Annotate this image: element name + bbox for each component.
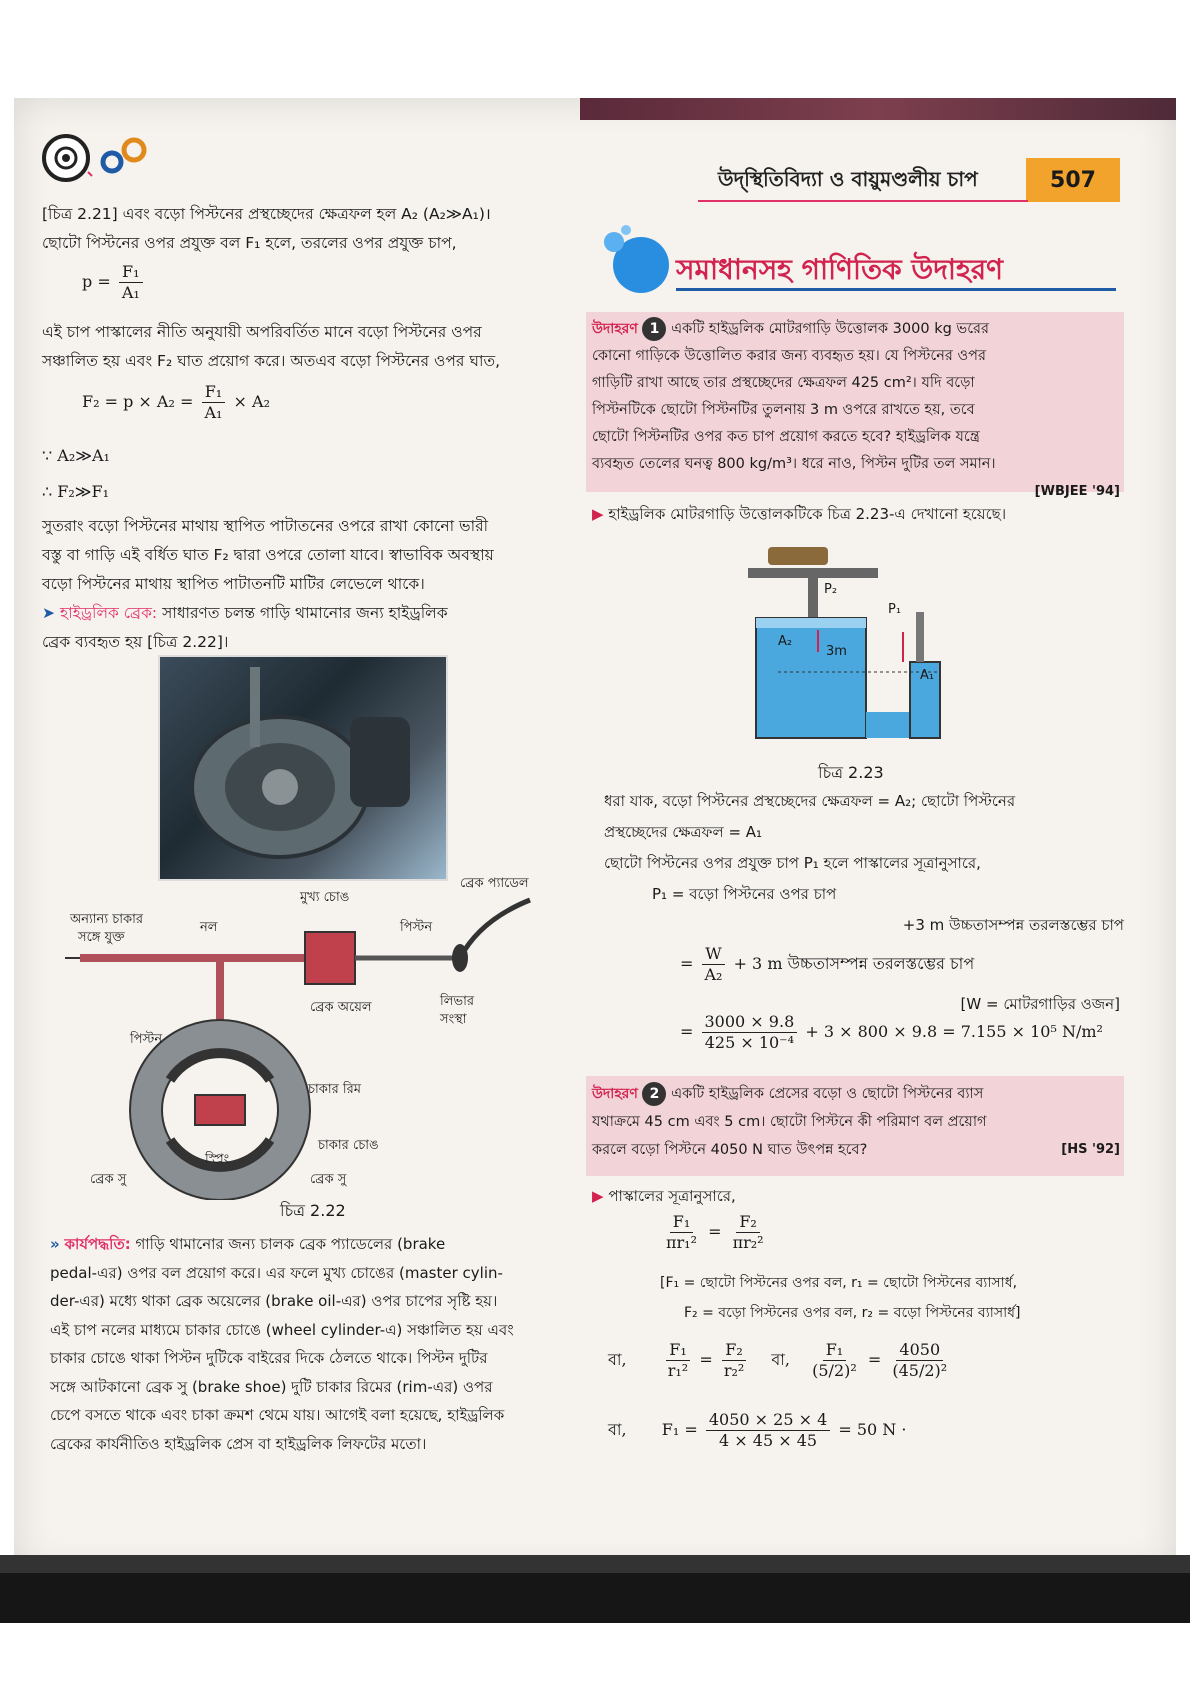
fraction: [702, 944, 726, 985]
fraction: [663, 1212, 700, 1253]
f1-symbol: F₁: [661, 1420, 680, 1439]
equals: =: [867, 1350, 882, 1369]
equation-pressure: [82, 262, 146, 303]
text-line: সঙ্গে আটকানো ব্রেক সু (brake shoe) দুটি চাকার রিমের (rim-এর) ওপর: [50, 1377, 493, 1396]
label-master-cylinder: মুখ্য চোঙ: [300, 890, 350, 905]
label-brake-shoe-left: ব্রেক সু: [90, 1172, 127, 1187]
label-p2: P₂: [824, 582, 838, 597]
label-height: 3m: [826, 644, 847, 659]
text-line: ব্রেকের কার্যনীতিও হাইড্রলিক প্রেস বা হাইড্রলিক লিফটের মতো।: [50, 1434, 427, 1453]
section-underline: [676, 288, 1116, 291]
text-line: der-এর) মধ্যে থাকা ব্রেক অয়েলের (brake oil-এর) ওপর চাপের সৃষ্টি হয়।: [50, 1292, 498, 1310]
eq-lhs: F₂ = p × A₂ =: [82, 392, 194, 411]
text-line-with-ref: [592, 1136, 1120, 1164]
text-line: কোনো গাড়িকে উত্তোলিত করার জন্য ব্যবহৃত হয়। যে পিস্টনের ওপর: [592, 348, 986, 364]
text-line: এই চাপ নলের মাধ্যমে চাকার চোঙে (wheel cylinder-এ) সঞ্চালিত হয় এবং: [50, 1320, 514, 1339]
numerator: F₂: [722, 1340, 746, 1361]
left-para-3: [42, 512, 562, 657]
text-line: ধরা যাক, বড়ো পিস্টনের প্রস্থচ্ছেদের ক্ষেত্রফল = A₂; ছোটো পিস্টনের: [604, 792, 1016, 810]
equation-force: [82, 382, 270, 423]
triangle-bullet-icon: ▶: [592, 1187, 604, 1205]
label-pipe: নল: [200, 920, 218, 935]
brake-heading-line: [42, 599, 562, 628]
equals: =: [680, 1022, 694, 1041]
example-tag: উদাহরণ: [592, 1086, 638, 1102]
equation-pascal: [660, 1212, 770, 1253]
numerator: F₁: [666, 1340, 690, 1361]
denominator: (45/2)²: [892, 1361, 948, 1380]
text-line: সাধারণত চলন্ত গাড়ি থামানোর জন্য হাইড্রলিক: [157, 604, 448, 622]
text-line: [চিত্র 2.21] এবং বড়ো পিস্টনের প্রস্থচ্ছেদের ক্ষেত্রফল হল A₂ (A₂≫A₁)।: [42, 205, 491, 223]
brake-diagram: [60, 876, 560, 1200]
exam-ref: [WBJEE '94]: [1034, 484, 1120, 499]
example-number: 1: [642, 317, 666, 341]
label-p1: P₁: [888, 602, 902, 617]
solution-1-text: [604, 786, 1124, 941]
chapter-title: উদ্‌স্থিতিবিদ্যা ও বায়ুমণ্ডলীয় চাপ: [718, 167, 978, 191]
denominator: A₁: [204, 403, 223, 422]
text-line: pedal-এর) ওপর বল প্রয়োগ করে। এর ফলে মুখ্য চোঙের (master cylin-: [50, 1263, 503, 1282]
hydraulic-lift-diagram: [738, 532, 968, 752]
text-line: করলে বড়ো পিস্টনে 4050 N ঘাত উৎপন্ন হবে?: [592, 1142, 868, 1158]
left-intro: [42, 200, 562, 258]
numerator: F₁: [670, 1212, 694, 1233]
equals: =: [699, 1350, 713, 1369]
text-line: [F₁ = ছোটো পিস্টনের ওপর বল, r₁ = ছোটো পিস্টনের ব্যাসার্ধ,: [660, 1275, 1018, 1291]
or-label: বা,: [608, 1420, 627, 1439]
label-lever-2: সংস্থা: [440, 1012, 467, 1027]
denominator: r₁²: [667, 1361, 689, 1380]
fraction: [721, 1340, 747, 1381]
page-number: 507: [1026, 158, 1120, 202]
or-label: বা,: [608, 1350, 627, 1369]
eq-rhs: × A₂: [233, 392, 270, 411]
eq-rhs: + 3 m উচ্চতাসম্পন্ন তরলস্তম্ভের চাপ: [733, 954, 975, 973]
text-line: বস্তু বা গাড়ি এই বর্ধিত ঘাত F₂ দ্বারা ওপরে তোলা যাবে। স্বাভাবিক অবস্থায়: [42, 546, 494, 564]
label-piston-left: পিস্টন: [130, 1032, 163, 1047]
text-line: P₁ = বড়ো পিস্টনের ওপর চাপ: [652, 885, 837, 903]
equation-final: [608, 1410, 906, 1451]
definitions: [660, 1268, 1130, 1328]
example-2: [592, 1080, 1120, 1164]
text-line: প্রস্থচ্ছেদের ক্ষেত্রফল = A₁: [604, 823, 763, 841]
text-line: হাইড্রলিক মোটরগাড়ি উত্তোলকটিকে চিত্র 2.23-এ দেখানো হয়েছে।: [608, 505, 1007, 523]
numerator: F₁: [119, 262, 143, 283]
example-number: 2: [642, 1082, 666, 1106]
text-line: চাকার চোঙে থাকা পিস্টন দুটিকে বাইরের দিকে ঠেলতে থাকে। পিস্টন দুটির: [50, 1349, 488, 1367]
text-line: গাড়ি থামানোর জন্য চালক ব্রেক প্যাডেলের (brake: [130, 1235, 446, 1253]
example-2-first-line: [592, 1080, 1120, 1108]
denominator: r₂²: [723, 1361, 745, 1380]
text-line: গাড়িটি রাখা আছে তার প্রস্থচ্ছেদের ক্ষেত্রফল 425 cm²। যদি বড়ো: [592, 375, 975, 391]
example-1-first-line: [592, 316, 1120, 343]
text-line: যথাক্রমে 45 cm এবং 5 cm। ছোটো পিস্টনে কী পরিমাণ বল প্রয়োগ: [592, 1114, 987, 1130]
figure-caption-2-23: চিত্র 2.23: [818, 763, 884, 782]
fraction: [119, 262, 143, 303]
eq-lhs: p =: [82, 272, 111, 291]
label-lever: লিভার: [440, 994, 475, 1009]
text-line: সুতরাং বড়ো পিস্টনের মাথায় স্থাপিত পাটাতনের ওপরে রাখা কোনো ভারী: [42, 517, 489, 535]
numerator: F₁: [823, 1340, 847, 1361]
text-line: একটি হাইড্রলিক প্রেসের বড়ো ও ছোটো পিস্টনের ব্যাস: [671, 1086, 984, 1102]
label-wheel-cylinder: চাকার চোঙ: [318, 1138, 379, 1153]
fraction: [665, 1340, 691, 1381]
therefore-line: ∴ F₂≫F₁: [42, 482, 110, 501]
fraction: [702, 1012, 798, 1053]
paper-plane-icon: ➤: [42, 604, 55, 622]
eq-rhs: + 3 × 800 × 9.8 = 7.155 × 10⁵ N/m²: [805, 1022, 1103, 1041]
fraction: [201, 382, 225, 423]
section-title: সমাধানসহ গাণিতিক উদাহরণ: [676, 253, 1004, 286]
left-para-2: [42, 318, 562, 376]
numerator: 4050: [896, 1340, 943, 1361]
text-line: বড়ো পিস্টনের মাথায় স্থাপিত পাটাতনটি মাটির লেভেলে থাকে।: [42, 575, 425, 593]
weight-def: [W = মোটরগাড়ির ওজন]: [960, 995, 1120, 1013]
text-line: একটি হাইড্রলিক মোটরগাড়ি উত্তোলক 3000 kg ভরের: [671, 321, 989, 337]
result: = 50 N ·: [838, 1420, 907, 1439]
brake-heading: হাইড্রলিক ব্রেক:: [59, 604, 158, 622]
label-spring: স্প্রিং: [205, 1152, 230, 1167]
denominator: πr₁²: [666, 1233, 697, 1252]
double-chevron-icon: »: [50, 1235, 60, 1253]
label-piston-top: পিস্টন: [400, 920, 433, 935]
exam-ref: [HS '92]: [1061, 1142, 1120, 1157]
figure-caption-2-22: চিত্র 2.22: [280, 1201, 346, 1220]
fraction: [809, 1340, 860, 1381]
fraction: [889, 1340, 950, 1381]
text-line: F₂ = বড়ো পিস্টনের ওপর বল, r₂ = বড়ো পিস্টনের ব্যাসার্ধ]: [684, 1305, 1021, 1321]
label-other-wheels-2: সঙ্গে যুক্ত: [78, 930, 125, 945]
numerator: W: [702, 944, 724, 965]
text-line: ছোটো পিস্টনের ওপর প্রযুক্ত বল F₁ হলে, তরলের ওপর প্রযুক্ত চাপ,: [42, 234, 457, 252]
text-line: ব্রেক ব্যবহৃত হয় [চিত্র 2.22]।: [42, 633, 229, 651]
procedure-first-line: [50, 1230, 572, 1259]
denominator: A₁: [121, 283, 140, 302]
denominator: A₂: [704, 965, 723, 984]
label-brake-oil: ব্রেক অয়েল: [310, 1000, 372, 1015]
numerator: 3000 × 9.8: [702, 1012, 798, 1033]
text-line: এই চাপ পাস্কালের নীতি অনুযায়ী অপরিবর্তিত মানে বড়ো পিস্টনের ওপর: [42, 323, 482, 341]
equation-ratio: [608, 1340, 953, 1381]
page-top-strip: [580, 98, 1176, 120]
label-other-wheels: অন্যান্য চাকার: [70, 912, 144, 927]
gear-logo-icon: [42, 132, 172, 186]
text-line: পিস্টনটিকে ছোটো পিস্টনটির তুলনায় 3 m ওপরে রাখতে হয়, তবে: [592, 402, 975, 418]
header-rule: [698, 200, 1028, 202]
numerator: 4050 × 25 × 4: [706, 1410, 830, 1431]
denominator: 4 × 45 × 45: [719, 1431, 818, 1450]
or-label: বা,: [771, 1350, 791, 1369]
procedure-heading: কার্যপদ্ধতি:: [64, 1235, 131, 1253]
label-a2: A₂: [778, 634, 793, 649]
brake-disc-photo: [158, 655, 448, 881]
fraction: [706, 1410, 830, 1451]
bottom-dark-band: [0, 1573, 1190, 1623]
example-1: [592, 316, 1120, 505]
denominator: πr₂²: [732, 1233, 764, 1252]
text-line: ব্যবহৃত তেলের ঘনত্ব 800 kg/m³। ধরে নাও, পিস্টন দুটির তল সমান।: [592, 456, 996, 472]
text-line: সঞ্চালিত হয় এবং F₂ ঘাত প্রয়োগ করে। অতএব বড়ো পিস্টনের ওপর ঘাত,: [42, 352, 501, 370]
numerator: F₁: [202, 382, 226, 403]
denominator: (5/2)²: [812, 1361, 857, 1380]
numerator: F₂: [736, 1212, 760, 1233]
text-line: চেপে বসতে থাকে এবং চাকা ক্রমশ থেমে যায়। আগেই বলা হয়েছে, হাইড্রলিক: [50, 1406, 505, 1424]
label-a1: A₁: [920, 668, 935, 683]
label-wheel-rim: চাকার রিম: [308, 1082, 362, 1097]
example-tag: উদাহরণ: [592, 321, 638, 337]
text-line: ছোটো পিস্টনের ওপর প্রযুক্ত চাপ P₁ হলে পাস্কালের সূত্রানুসারে,: [604, 854, 981, 872]
equals: =: [708, 1222, 722, 1241]
procedure-text: [50, 1230, 572, 1458]
denominator: 425 × 10⁻⁴: [704, 1033, 795, 1052]
equals: =: [684, 1420, 698, 1439]
text-line: +3 m উচ্চতাসম্পন্ন তরলস্তম্ভের চাপ: [902, 916, 1124, 934]
solution-1-intro: [592, 500, 1120, 529]
solution-2-intro: [592, 1182, 1120, 1211]
text-line: ছোটো পিস্টনটির ওপর কত চাপ প্রয়োগ করতে হবে? হাইড্রলিক যন্ত্রে: [592, 429, 980, 445]
equals: =: [680, 954, 694, 973]
text-line: পাস্কালের সূত্রানুসারে,: [608, 1187, 736, 1205]
fraction: [730, 1212, 767, 1253]
triangle-bullet-icon: ▶: [592, 505, 604, 523]
bubbles-icon: [596, 220, 676, 304]
label-brake-pedal: ব্রেক প্যাডেল: [460, 876, 529, 891]
equation-pressure-w: [680, 944, 974, 985]
equation-result: [680, 1012, 1103, 1053]
label-brake-shoe-right: ব্রেক সু: [310, 1172, 347, 1187]
since-line: ∵ A₂≫A₁: [42, 446, 110, 465]
